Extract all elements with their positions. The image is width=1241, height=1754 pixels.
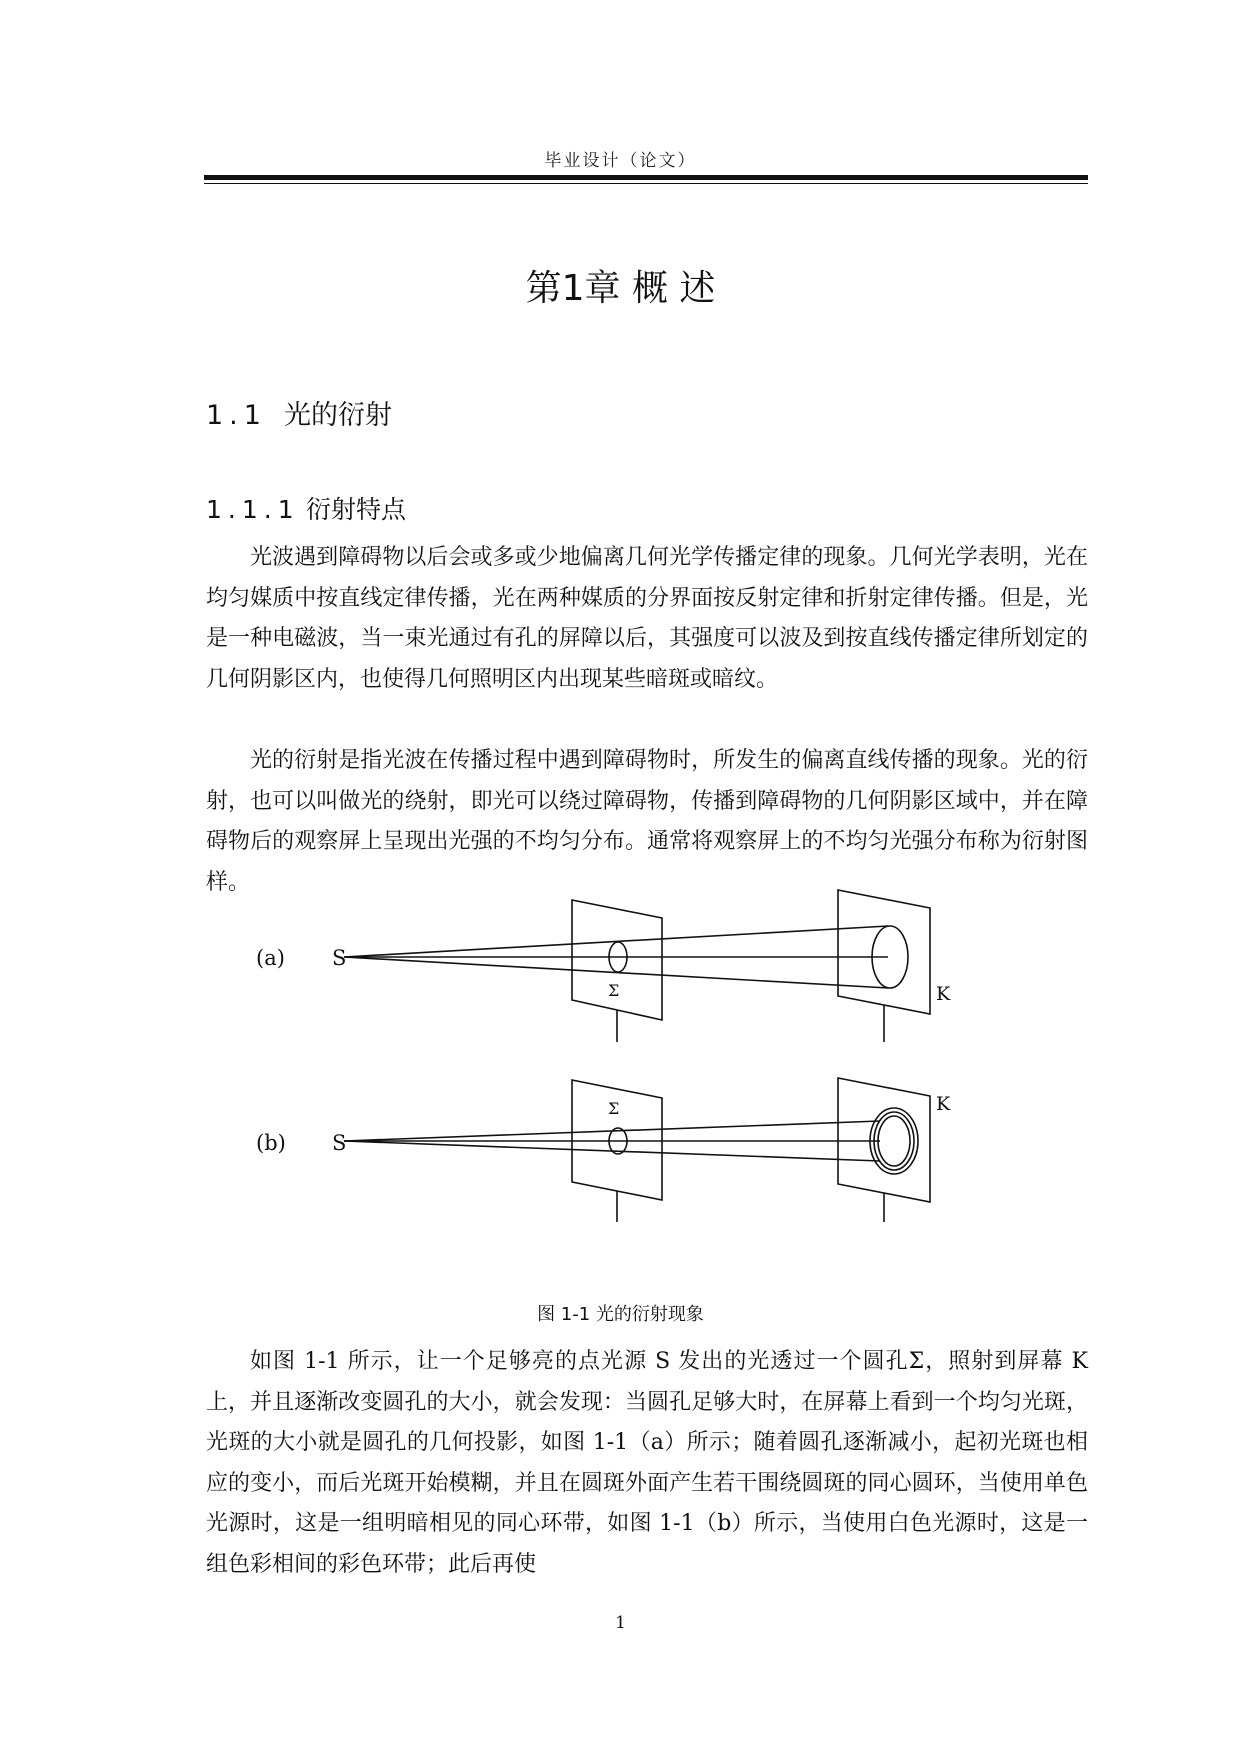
source-label-a: S <box>332 946 347 970</box>
diffraction-figure <box>204 880 1088 1260</box>
ray-lower-b <box>344 1141 880 1161</box>
panel-b-diagram <box>344 1078 930 1222</box>
section-number: 1.1 <box>206 400 267 431</box>
chapter-title: 第1章 概 述 <box>525 268 716 309</box>
panel-a-diagram <box>344 890 930 1042</box>
paragraph-1: 光波遇到障碍物以后会或多或少地偏离几何光学传播定律的现象。几何光学表明，光在均匀媒质中按直线定律传播，光在两种媒质的分界面按反射定律和折射定律传播。但是，光是一种电磁波，当一束光通过有孔的屏障以后，其强度可以波及到按直线传播定律所划定的几何阴影区内，也使得几何照明区内出现某些暗斑或暗纹。 <box>206 545 1088 692</box>
header-rule-thick <box>204 175 1088 180</box>
screen-label-a: K <box>936 983 951 1005</box>
ray-upper-a <box>344 926 888 957</box>
screen-label-b: K <box>936 1093 951 1115</box>
aperture-label-a: Σ <box>608 981 620 1000</box>
aperture-screen-a <box>572 900 662 1020</box>
header-rule-thin <box>204 183 1088 184</box>
aperture-label-b: Σ <box>608 1099 620 1118</box>
observation-screen-a <box>838 890 930 1014</box>
subsection-heading <box>206 490 406 526</box>
running-header: 毕业设计（论文） <box>544 151 697 171</box>
subsection-number: 1.1.1 <box>206 495 300 524</box>
aperture-screen-b <box>572 1080 662 1200</box>
paragraph-2: 光的衍射是指光波在传播过程中遇到障碍物时，所发生的偏离直线传播的现象。光的衍射，也可以叫做光的绕射，即光可以绕过障碍物，传播到障碍物的几何阴影区域中，并在障碍物后的观察屏上呈现出光强的不均匀分布。通常将观察屏上的不均匀光强分布称为衍射图样。 <box>206 748 1088 895</box>
figure-caption: 图 1-1 光的衍射现象 <box>537 1304 704 1325</box>
source-label-b: S <box>332 1131 347 1155</box>
subsection-title: 衍射特点 <box>306 495 407 524</box>
ray-upper-b <box>344 1121 880 1141</box>
section-heading <box>206 393 392 432</box>
diffraction-ring-inner <box>878 1116 910 1166</box>
panel-b-label: (b) <box>256 1131 286 1155</box>
paragraph-3: 如图 1-1 所示，让一个足够亮的点光源 S 发出的光透过一个圆孔Σ，照射到屏幕 K 上，并且逐渐改变圆孔的大小，就会发现：当圆孔足够大时，在屏幕上看到一个均匀光斑，光斑的大小就是圆孔的几何投影，如图 1-1（a）所示；随着圆孔逐渐减小，起初光斑也相应的变小，而后光斑开始模糊，并且在圆斑外面产生若干围绕圆斑的同心圆环，当使用单色光源时，这是一组明暗相见的同心环带，如图 1-1（b）所示，当使用白色光源时，这是一组色彩相间的彩色环带；此后再使 <box>206 1349 1088 1577</box>
section-title: 光的衍射 <box>284 400 392 431</box>
panel-a-label: (a) <box>256 946 285 970</box>
page-number: 1 <box>615 1613 626 1633</box>
observation-screen-b <box>838 1078 930 1202</box>
